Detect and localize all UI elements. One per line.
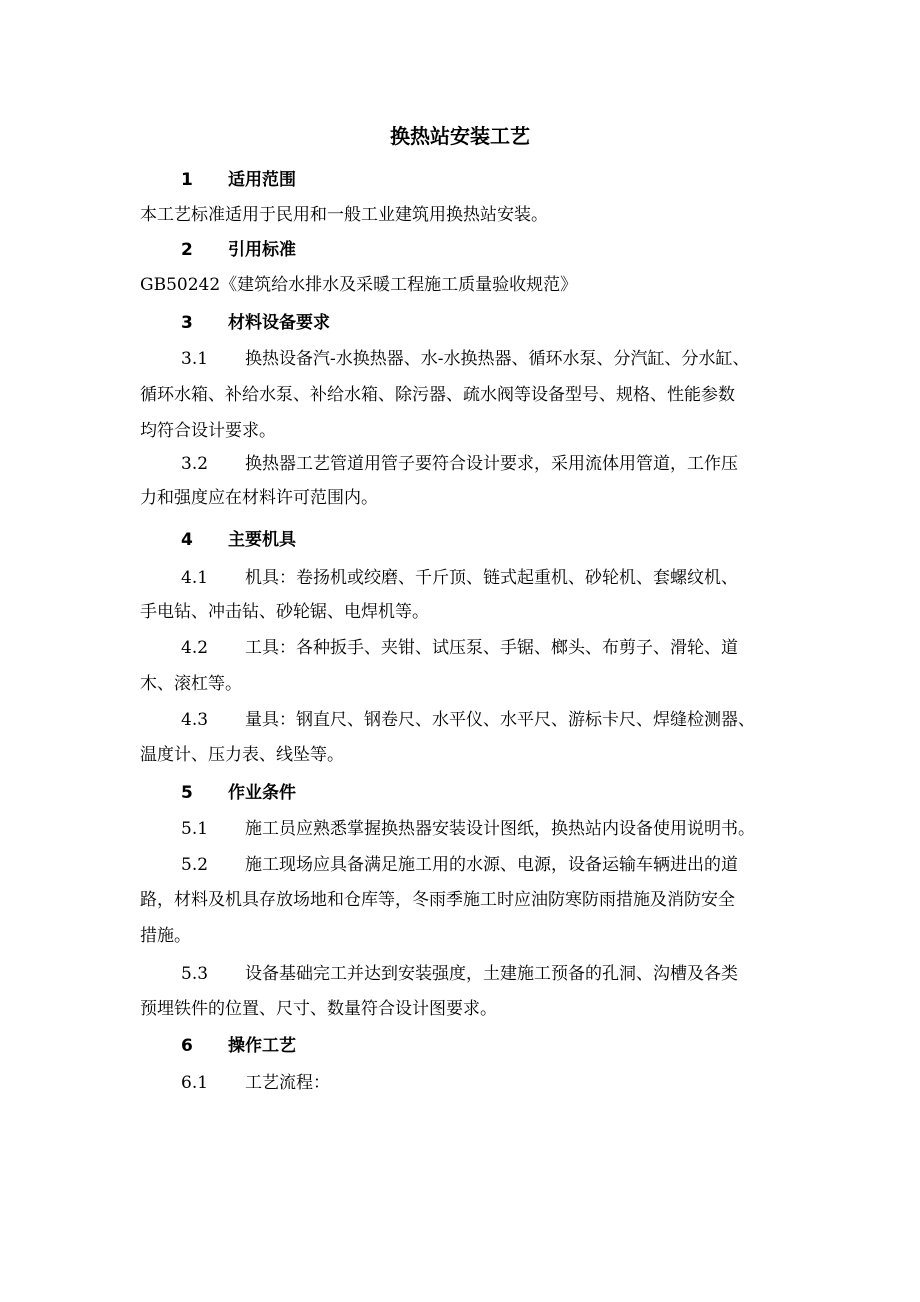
section-2-body: GB50242《建筑给水排水及采暖工程施工质量验收规范》: [140, 275, 578, 295]
section-title: 操作工艺: [228, 1036, 296, 1056]
section-title: 引用标准: [228, 240, 296, 260]
paragraph-line: 4.2 工具：各种扳手、夹钳、试压泵、手锯、榔头、布剪子、滑轮、道: [181, 638, 738, 658]
item-number: 4.1: [181, 568, 209, 588]
section-number: 1: [181, 170, 193, 190]
section-number: 6: [181, 1036, 193, 1056]
section-title: 材料设备要求: [228, 313, 330, 333]
item-number: 4.3: [181, 710, 209, 730]
paragraph-line: 6.1 工艺流程：: [181, 1073, 330, 1093]
section-heading-4: [181, 528, 296, 552]
paragraph-line: 循环水箱、补给水泵、补给水箱、除污器、疏水阀等设备型号、规格、性能参数: [140, 385, 735, 405]
paragraph-line: 3.2 换热器工艺管道用管子要符合设计要求，采用流体用管道，工作压: [181, 454, 738, 474]
paragraph-line: 5.3 设备基础完工并达到安装强度，土建施工预备的孔洞、沟槽及各类: [181, 964, 738, 984]
section-number: 5: [181, 783, 193, 803]
item-number: 3.2: [181, 454, 209, 474]
section-heading-5: [181, 781, 296, 805]
document-title: 换热站安装工艺: [390, 124, 530, 148]
item-number: 5.3: [181, 964, 209, 984]
section-number: 4: [181, 530, 193, 550]
paragraph-line: 路，材料及机具存放场地和仓库等，冬雨季施工时应油防寒防雨措施及消防安全: [140, 890, 735, 910]
paragraph-line: 4.3 量具：钢直尺、钢卷尺、水平仪、水平尺、游标卡尺、焊缝检测器、: [181, 710, 755, 730]
section-1-body: 本工艺标准适用于民用和一般工业建筑用换热站安装。: [140, 205, 548, 225]
paragraph-line: 4.1 机具：卷扬机或绞磨、千斤顶、链式起重机、砂轮机、套螺纹机、: [181, 568, 738, 588]
section-title: 主要机具: [228, 530, 296, 550]
paragraph-line: 木、滚杠等。: [140, 674, 242, 694]
paragraph-line: 力和强度应在材料许可范围内。: [140, 488, 378, 508]
section-title: 适用范围: [228, 170, 296, 190]
section-heading-1: [181, 168, 296, 192]
section-title: 作业条件: [228, 783, 296, 803]
section-number: 3: [181, 313, 193, 333]
paragraph-line: 3.1 换热设备汽-水换热器、水-水换热器、循环水泵、分汽缸、分水缸、: [181, 349, 750, 369]
paragraph-line: 预埋铁件的位置、尺寸、数量符合设计图要求。: [140, 999, 497, 1019]
item-number: 6.1: [181, 1073, 209, 1093]
paragraph-line: 温度计、压力表、线坠等。: [140, 745, 344, 765]
paragraph-line: 均符合设计要求。: [140, 421, 276, 441]
paragraph-line: 5.2 施工现场应具备满足施工用的水源、电源，设备运输车辆进出的道: [181, 855, 738, 875]
paragraph-line: 措施。: [140, 926, 191, 946]
item-number: 5.1: [181, 819, 209, 839]
item-number: 4.2: [181, 638, 209, 658]
paragraph-line: 5.1 施工员应熟悉掌握换热器安装设计图纸，换热站内设备使用说明书。: [181, 819, 755, 839]
section-heading-6: [181, 1034, 296, 1058]
item-number: 3.1: [181, 349, 209, 369]
paragraph-line: 手电钻、冲击钻、砂轮锯、电焊机等。: [140, 602, 429, 622]
section-heading-2: [181, 238, 296, 262]
section-number: 2: [181, 240, 193, 260]
section-heading-3: [181, 311, 330, 335]
item-number: 5.2: [181, 855, 209, 875]
